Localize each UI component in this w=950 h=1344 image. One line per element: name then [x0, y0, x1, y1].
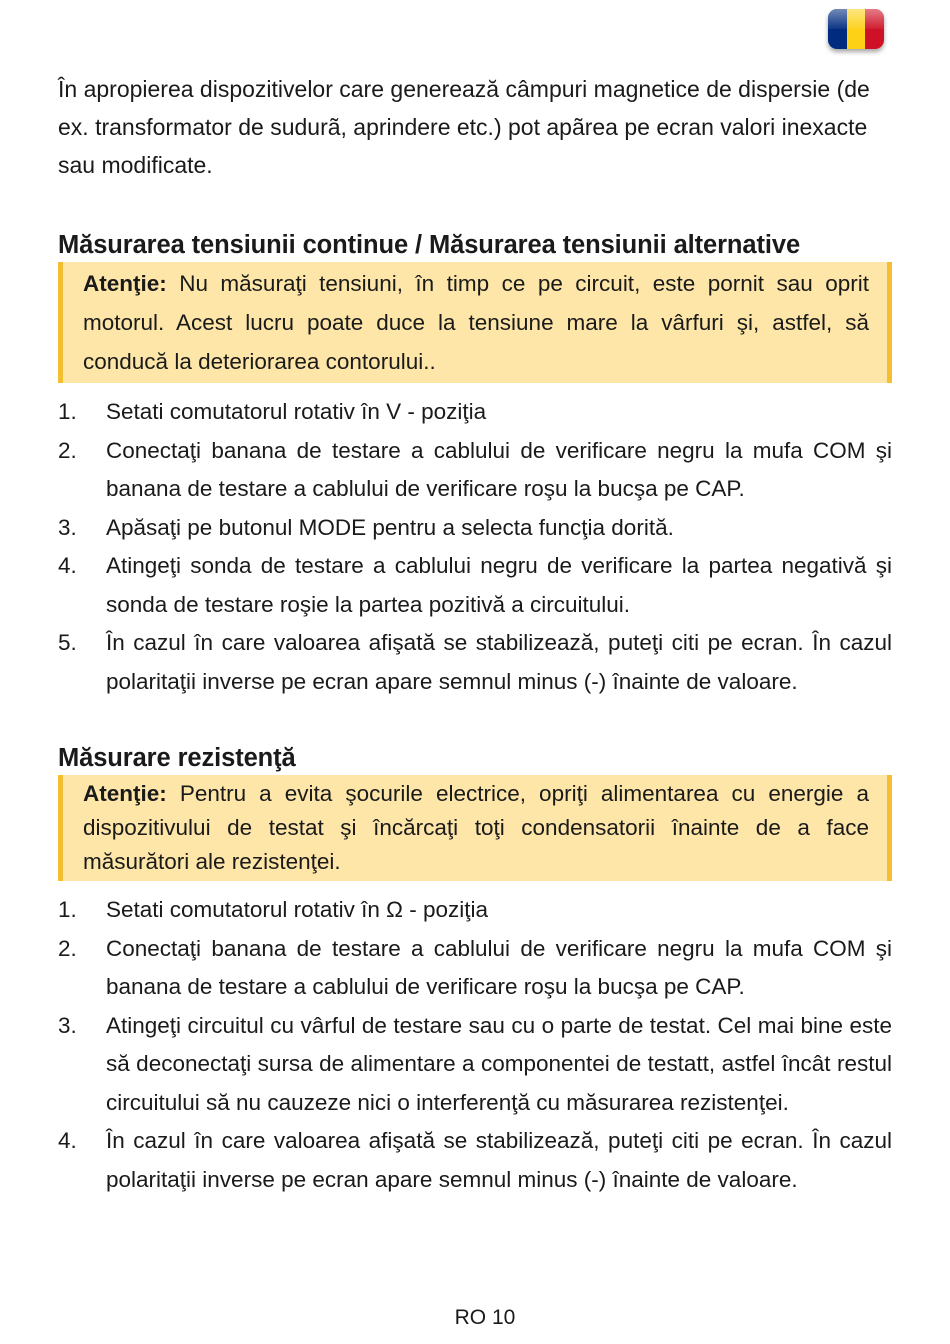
list-item	[58, 1007, 892, 1123]
step-number: 3.	[58, 1012, 77, 1038]
step-text: Atingeţi sonda de testare a cablului negru de verificare la partea negativă şi sonda de testare roşie la partea pozitivă a circuitului.	[106, 553, 892, 617]
step-text: În cazul în care valoarea afişată se stabilizează, puteţi citi pe ecran. În cazul polaritaţii inverse pe ecran apare semnul minus (-) înainte de valoare.	[106, 630, 892, 694]
list-item	[58, 432, 892, 509]
step-number: 3.	[58, 514, 77, 540]
romania-flag-icon	[828, 9, 884, 49]
warning-label: Atenţie:	[83, 271, 167, 296]
voltage-section-heading: Măsurarea tensiunii continue / Măsurarea tensiunii alternative	[58, 231, 801, 259]
warning-label: Atenţie:	[83, 781, 167, 806]
list-item	[58, 930, 892, 1007]
step-text: Setati comutatorul rotativ în V - poziţia	[106, 399, 487, 424]
step-number: 4.	[58, 553, 77, 578]
page-content	[58, 70, 892, 1199]
list-item	[58, 624, 892, 701]
list-item	[58, 393, 892, 432]
page-number: RO 10	[454, 1306, 516, 1329]
step-text: În cazul în care valoarea afişată se stabilizează, puteţi citi pe ecran. În cazul polaritaţii inverse pe ecran apare semnul minus (-) înainte de valoare.	[106, 1128, 892, 1192]
step-number: 4.	[58, 1128, 77, 1153]
step-text: Setati comutatorul rotativ în Ω - poziţia	[106, 897, 488, 922]
step-number: 2.	[58, 935, 77, 961]
step-text: Atingeţi circuitul cu vârful de testare sau cu o parte de testat. Cel mai bine este să deconectaţi sursa de alimentare a componentei de testatt, astfel încât restul circuitului să nu cauzeze nici o interferenţă cu măsurarea rezistenţei.	[106, 1012, 892, 1115]
step-number: 2.	[58, 437, 77, 463]
warning-text: Nu măsuraţi tensiuni, în timp ce pe circuit, este pornit sau oprit motorul. Acest lucru poate duce la tensiune mare la vârfuri şi, astfel, să conducă la deteriorarea contorului..	[83, 271, 869, 374]
resistance-warning-box	[58, 775, 892, 881]
list-item	[58, 509, 892, 548]
voltage-steps-list	[58, 393, 892, 701]
step-text: Conectaţi banana de testare a cablului de verificare negru la mufa COM şi banana de testare a cablului de verificare roşu la bucşa pe CAP.	[106, 935, 892, 999]
resistance-steps-list	[58, 891, 892, 1199]
step-text: Apăsaţi pe butonul MODE pentru a selecta funcţia dorită.	[106, 514, 674, 540]
voltage-warning-box	[58, 262, 892, 383]
step-number: 1.	[58, 399, 77, 424]
list-item	[58, 547, 892, 624]
step-number: 5.	[58, 630, 77, 655]
list-item	[58, 1122, 892, 1199]
step-text: Conectaţi banana de testare a cablului de verificare negru la mufa COM şi banana de testare a cablului de verificare roşu la bucşa pe CAP.	[106, 437, 892, 501]
intro-paragraph: În apropierea dispozitivelor care generează câmpuri magnetice de dispersie (de ex. transformator de sudurã, aprindere etc.) pot apãrea pe ecran valori inexacte sau modificate.	[58, 76, 870, 178]
step-number: 1.	[58, 897, 77, 922]
warning-text: Pentru a evita şocurile electrice, opriţi alimentarea cu energie a dispozitivului de testat şi încărcaţi toţi condensatorii înainte de a face măsurători ale rezistenţei.	[83, 781, 869, 874]
flag-gloss	[828, 9, 884, 29]
resistance-section-heading: Măsurare rezistenţă	[58, 744, 296, 772]
list-item	[58, 891, 892, 930]
